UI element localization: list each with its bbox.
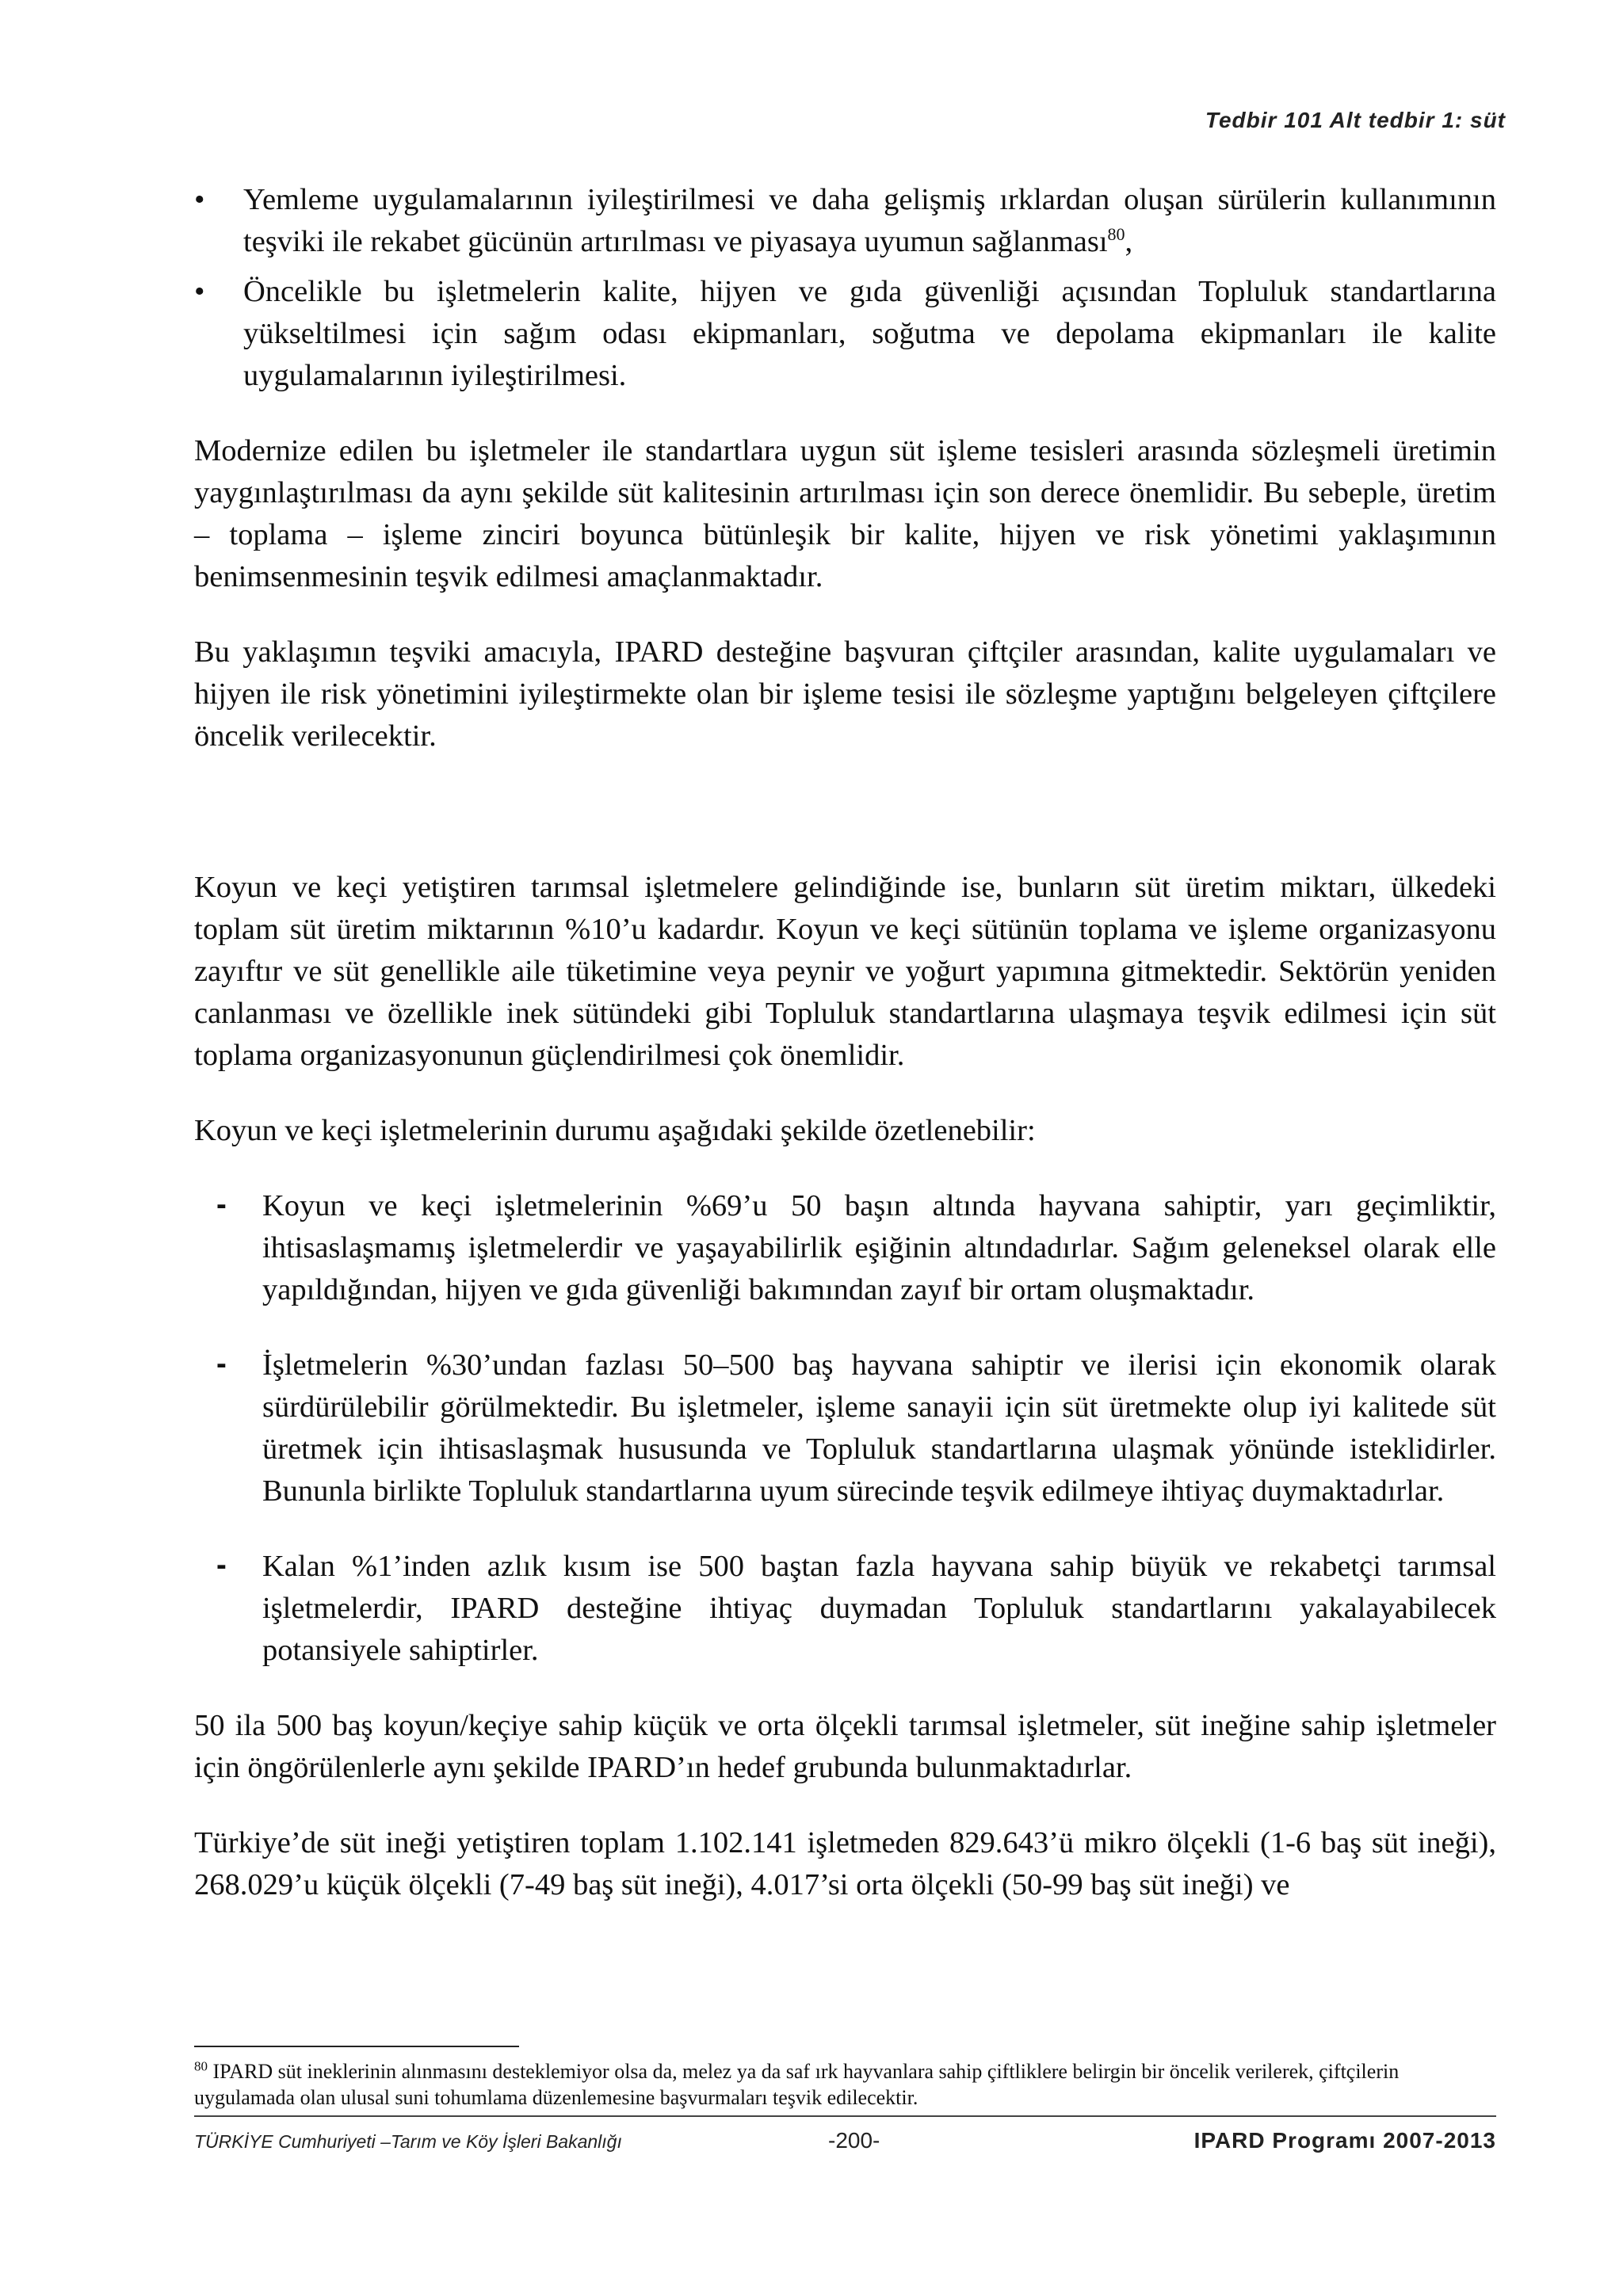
bullet-list (194, 179, 1496, 397)
page-number: -200- (828, 2128, 880, 2153)
dash-item: - Koyun ve keçi işletmelerinin %69’u 50 başın altında hayvana sahiptir, yarı geçimliktir, ihtisaslaşmamış işletmelerdir ve yaşayabilirlik eşiğinin altındadırlar. Sağım geleneksel olarak elle yapıldığından, hijyen ve gıda güvenliği bakımından zayıf bir ortam oluşmaktadır. (194, 1185, 1496, 1311)
bullet-item: • Yemleme uygulamalarının iyileştirilmesi ve daha gelişmiş ırklardan oluşan sürülerin kullanımının teşviki ile rekabet gücünün artırılması ve piyasaya uyumun sağlanması$^{80}$, (194, 179, 1496, 263)
footer-ministry: TÜRKİYE Cumhuriyeti –Tarım ve Köy İşleri Bakanlığı (194, 2131, 622, 2152)
footnote-number: 80 (194, 2058, 208, 2074)
paragraph: Koyun ve keçi yetiştiren tarımsal işletmelere gelindiğinde ise, bunların süt üretim miktarı, ülkedeki toplam süt üretim miktarının %10’u kadardır. Koyun ve keçi sütünün toplama ve işleme organizasyonu zayıftır ve süt genellikle aile tüketimine veya peynir ve yoğurt yapımına gitmektedir. Sektörün yeniden canlanması ve özellikle inek sütündeki gibi Topluluk standartlarına ulaşmaya teşvik edilmesi için süt toplama organizasyonunun güçlendirilmesi çok önemlidir. (194, 871, 1496, 1072)
paragraph: Türkiye’de süt ineği yetiştiren toplam 1.102.141 işletmeden 829.643’ü mikro ölçekli (1-6 baş süt ineği), 268.029’u küçük ölçekli (7-49 baş süt ineği), 4.017’si orta ölçekli (50-99 baş süt ineği) ve (194, 1826, 1496, 1901)
footnote (194, 2058, 1496, 2111)
paragraph: Koyun ve keçi işletmelerinin durumu aşağıdaki şekilde özetlenebilir: (194, 1114, 1036, 1147)
paragraph: Modernize edilen bu işletmeler ile standartlara uygun süt işleme tesisleri arasında sözleşmeli üretimin yaygınlaştırılması da aynı şekilde süt kalitesinin artırılması için son derece önemlidir. Bu sebeple, üretim – toplama – işleme zinciri boyunca bütünleşik bir kalite, hijyen ve risk yönetimi yaklaşımının benimsenmesinin teşvik edilmesi amaçlanmaktadır. (194, 434, 1496, 593)
footer-divider (194, 2115, 1496, 2117)
paragraph: Bu yaklaşımın teşviki amacıyla, IPARD desteğine başvuran çiftçiler arasından, kalite uygulamaları ve hijyen ile risk yönetimini iyileştirmekte olan bir işleme tesisi ile sözleşme yaptığını belgeleyen çiftçilere öncelik verilecektir. (194, 635, 1496, 753)
footer-program: IPARD Programı 2007-2013 (1193, 2128, 1496, 2153)
bullet-item: • Öncelikle bu işletmelerin kalite, hijyen ve gıda güvenliği açısından Topluluk standartlarına yükseltilmesi için sağım odası ekipmanları, soğutma ve depolama ekipmanları ile kalite uygulamalarının iyileştirilmesi. (194, 271, 1496, 397)
footnote-divider (194, 2046, 519, 2047)
dash-item: - İşletmelerin %30’undan fazlası 50–500 baş hayvana sahiptir ve ilerisi için ekonomik olarak sürdürülebilir görülmektedir. Bu işletmeler, işleme sanayii için süt üretmekte olup iyi kalitede süt üretmek için ihtisaslaşmak hususunda ve Topluluk standartlarına ulaşmak yönünde isteklidirler. Bununla birlikte Topluluk standartlarına uyum sürecinde teşvik edilmeye ihtiyaç duymaktadırlar. (194, 1344, 1496, 1512)
dash-list (194, 1185, 1496, 1672)
paragraph: 50 ila 500 baş koyun/keçiye sahip küçük ve orta ölçekli tarımsal işletmeler, süt ineğine sahip işletmeler için öngörülenlerle aynı şekilde IPARD’ın hedef grubunda bulunmaktadırlar. (194, 1709, 1496, 1784)
footnote-ref[interactable]: 80 (1107, 224, 1125, 245)
page-footer (194, 2128, 1496, 2160)
footnote-text: IPARD süt ineklerinin alınmasını desteklemiyor olsa da, melez ya da saf ırk hayvanlara sahip çiftliklere belirgin bir öncelik verilerek, çiftçilerin uygulamada olan ulusal suni tohumlama düzenlemesine başvurmaları teşvik edilecektir. (194, 2060, 1400, 2109)
dash-item: - Kalan %1’inden azlık kısım ise 500 baştan fazla hayvana sahip büyük ve rekabetçi tarımsal işletmelerdir, IPARD desteğine ihtiyaç duymadan Topluluk standartlarını yakalayabilecek potansiyele sahiptirler. (194, 1546, 1496, 1672)
section-gap (194, 791, 1496, 867)
running-header: Tedbir 101 Alt tedbir 1: süt (1205, 108, 1506, 132)
body-text (194, 179, 1496, 1906)
